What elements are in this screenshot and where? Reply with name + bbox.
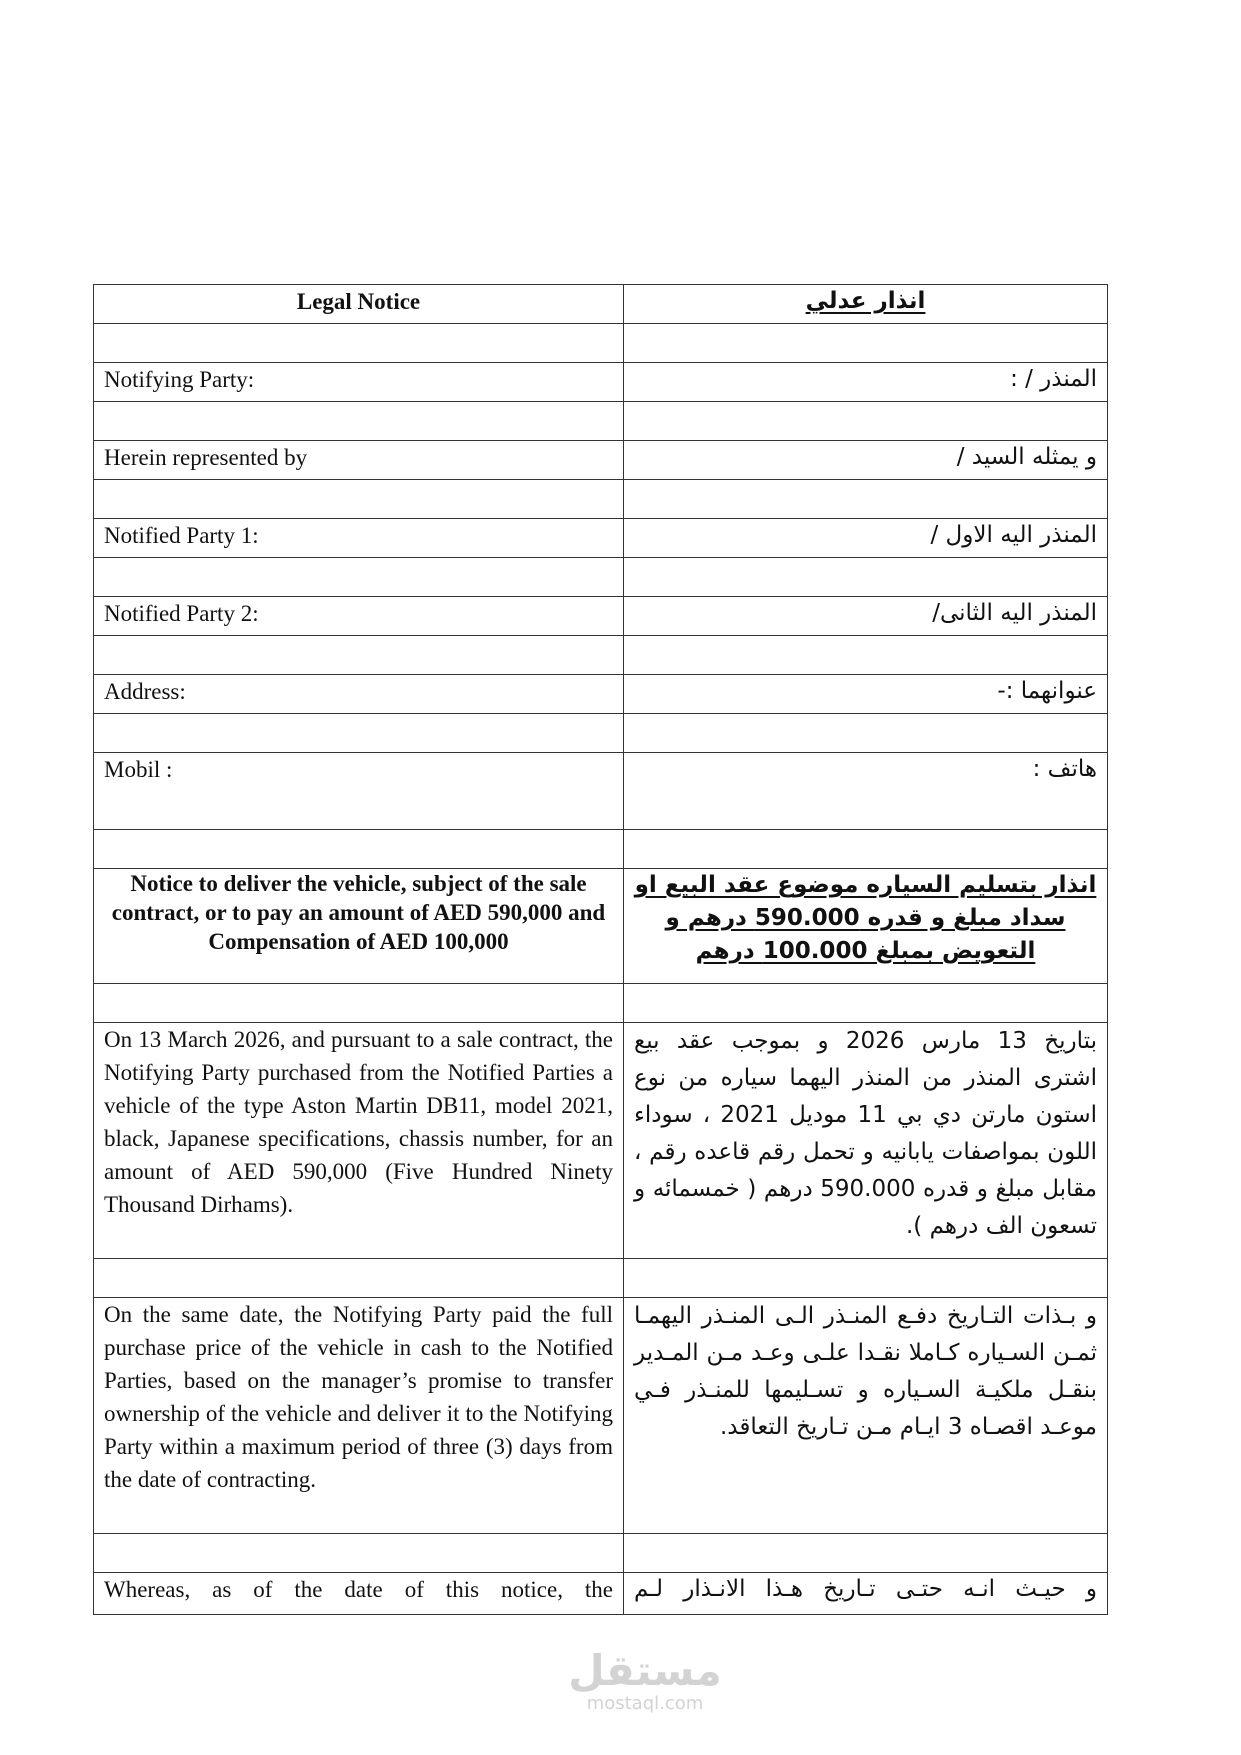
paragraph-2-ar: و بـذات التـاريخ دفـع المنـذر الـى المنـذر اليهمـا ثمـن السـياره كـاملا نقـدا علـى وعـد مـن المـدير بنقـل ملكيـة السـياره و تسـليمها للمنـذر فـي موعـد اقصـاه 3 ايـام مـن تـاريخ التعاقد. <box>624 1298 1108 1534</box>
paragraph-row-1 <box>94 1023 1108 1259</box>
spacer-row <box>94 714 1108 753</box>
watermark-arabic: مستقل <box>568 1646 722 1695</box>
spacer-row <box>94 480 1108 519</box>
paragraph-2-en: On the same date, the Notifying Party paid the full purchase price of the vehicle in cash to the Notified Parties, based on the manager’s promise to transfer ownership of the vehicle and deliver it to the Notifying Party within a maximum period of three (3) days from the date of contracting. <box>94 1298 624 1534</box>
paragraph-row-2 <box>94 1298 1108 1534</box>
watermark-latin: mostaql.com <box>586 1693 704 1714</box>
mobile-label-ar: هاتف : <box>624 753 1108 830</box>
notified-party-2-label-en: Notified Party 2: <box>94 597 624 636</box>
legal-notice-table <box>93 284 1108 1615</box>
address-label-en: Address: <box>94 675 624 714</box>
notified-party-2-row <box>94 597 1108 636</box>
title-row <box>94 285 1108 324</box>
subject-ar: انذار بتسليم السياره موضوع عقد البيع او سداد مبلغ و قدره 590.000 درهم و التعويض بمبلغ 100.000 درهم <box>624 869 1108 984</box>
notified-party-2-label-ar: المنذر اليه الثانى/ <box>624 597 1108 636</box>
spacer-row <box>94 402 1108 441</box>
notifying-party-label-ar: المنذر / : <box>624 363 1108 402</box>
subject-row <box>94 869 1108 984</box>
represented-row <box>94 441 1108 480</box>
spacer-row <box>94 558 1108 597</box>
notified-party-1-label-en: Notified Party 1: <box>94 519 624 558</box>
paragraph-1-ar: بتاريخ 13 مارس 2026 و بموجب عقد بيع اشترى المنذر من المنذر اليهما سياره من نوع استون مارتن دي بي 11 موديل 2021 ، سوداء اللون بمواصفات يابانيه و تحمل رقم قاعده رقم ، مقابل مبلغ و قدره 590.000 درهم ( خمسمائه و تسعون الف درهم ). <box>624 1023 1108 1259</box>
subject-en: Notice to deliver the vehicle, subject of the sale contract, or to pay an amount of AED 590,000 and Compensation of AED 100,000 <box>94 869 624 984</box>
notifying-party-row <box>94 363 1108 402</box>
spacer-row <box>94 636 1108 675</box>
paragraph-1-en: On 13 March 2026, and pursuant to a sale contract, the Notifying Party purchased from the Notified Parties a vehicle of the type Aston Martin DB11, model 2021, black, Japanese specifications, chassis number, for an amount of AED 590,000 (Five Hundred Ninety Thousand Dirhams). <box>94 1023 624 1259</box>
spacer-row <box>94 984 1108 1023</box>
paragraph-3-ar: و حيـث انـه حتـى تـاريخ هـذا الانـذار لـم <box>624 1573 1108 1615</box>
notified-party-1-row <box>94 519 1108 558</box>
address-label-ar: عنوانهما :- <box>624 675 1108 714</box>
spacer-row <box>94 830 1108 869</box>
notifying-party-label-en: Notifying Party: <box>94 363 624 402</box>
title-ar: انذار عدلي <box>624 285 1108 324</box>
represented-label-en: Herein represented by <box>94 441 624 480</box>
title-en: Legal Notice <box>94 285 624 324</box>
address-row <box>94 675 1108 714</box>
paragraph-row-3 <box>94 1573 1108 1615</box>
represented-label-ar: و يمثله السيد / <box>624 441 1108 480</box>
paragraph-3-en: Whereas, as of the date of this notice, the <box>94 1573 624 1615</box>
mobile-label-en: Mobil : <box>94 753 624 830</box>
watermark-logo <box>520 1648 770 1714</box>
mobile-row <box>94 753 1108 830</box>
spacer-row <box>94 1259 1108 1298</box>
spacer-row <box>94 324 1108 363</box>
spacer-row <box>94 1534 1108 1573</box>
notified-party-1-label-ar: المنذر اليه الاول / <box>624 519 1108 558</box>
